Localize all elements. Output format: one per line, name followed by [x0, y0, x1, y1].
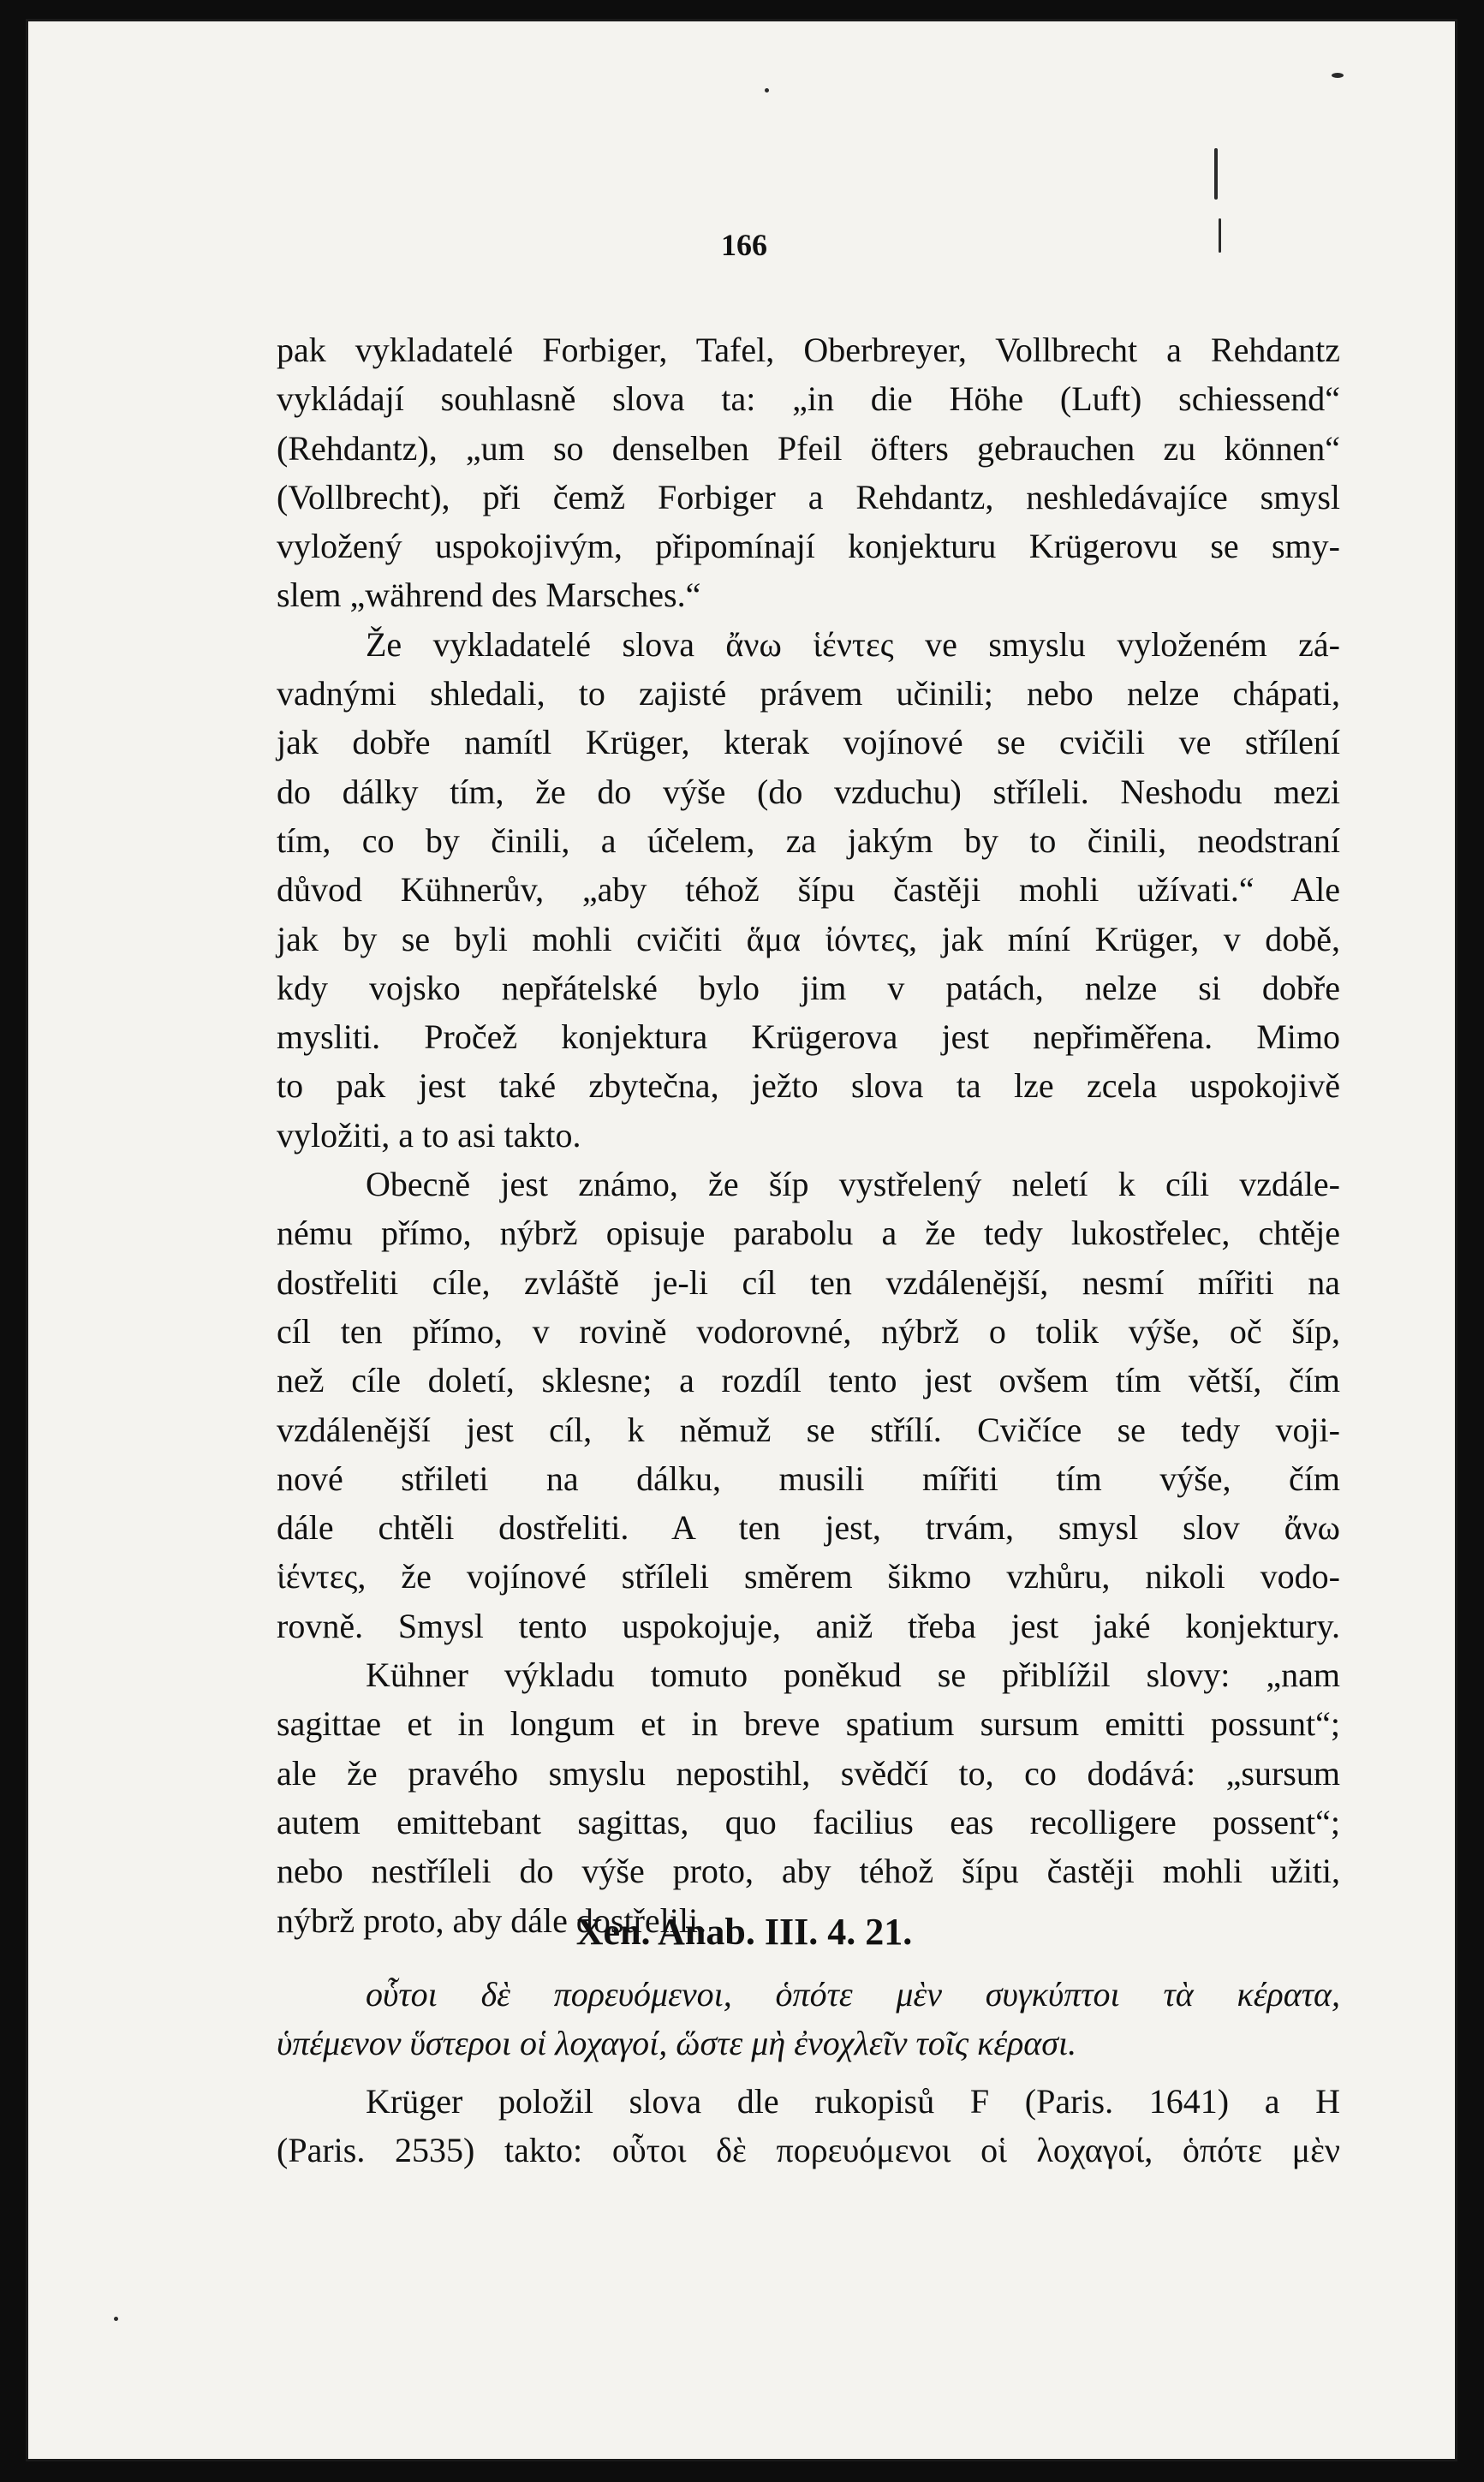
text-line: ale že pravého smyslu nepostihl, svědčí to, co dodává: „sursum [277, 1753, 1340, 1793]
text-line: nové střileti na dálku, musili mířiti tím výše, čím [277, 1459, 1340, 1498]
text-line: do dálky tím, že do výše (do vzduchu) stříleli. Neshodu mezi [277, 772, 1340, 811]
text-line: sagittae et in longum et in breve spatium sursum emitti possunt“; [277, 1704, 1340, 1744]
text-line: Obecně jest známo, že šíp vystřelený neletí k cíli vzdále- [366, 1165, 1340, 1204]
scan-speck [114, 2317, 118, 2321]
text-line: nýbrž proto, aby dále dostřelili. [277, 1900, 707, 1940]
text-line: nebo nestříleli do výše proto, aby téhož šípu častěji mohli užiti, [277, 1852, 1340, 1891]
text-line: (Paris. 2535) takto: οὗτοι δὲ πορευόμενοι οἱ λοχαγοί, ὁπότε μὲν [277, 2131, 1340, 2170]
text-line: dále chtěli dostřeliti. A ten jest, trvám, smysl slov ἄνω [277, 1508, 1340, 1548]
greek-line: ὑπέμενον ὕστεροι οἱ λοχαγοί, ὥστε μὴ ἐνοχλεῖν τοῖς κέρασι. [277, 2024, 1077, 2063]
text-line: kdy vojsko nepřátelské bylo jim v patách, nelze si dobře [277, 968, 1340, 1007]
text-line: Kühner výkladu tomuto poněkud se přiblížil slovy: „nam [366, 1656, 1340, 1695]
greek-quotation [277, 1970, 1340, 2068]
section-heading: Xen. Anab. III. 4. 21. [575, 1911, 913, 1953]
text-line: než cíle doletí, sklesne; a rozdíl tento jest ovšem tím větší, čím [277, 1361, 1340, 1400]
text-line: vadnými shledali, to zajisté právem učinili; nebo nelze chápati, [277, 674, 1340, 713]
text-line: nému přímo, nýbrž opisuje parabolu a že tedy lukostřelec, chtěje [277, 1214, 1340, 1253]
text-line: vyložiti, a to asi takto. [277, 1115, 581, 1154]
text-line: důvod Kühnerův, „aby téhož šípu častěji mohli užívati.“ Ale [277, 870, 1340, 910]
text-line: mysliti. Pročež konjektura Krügerova jest nepřiměřena. Mimo [277, 1017, 1340, 1057]
text-line: (Rehdantz), „um so denselben Pfeil öfters gebrauchen zu können“ [277, 428, 1340, 468]
body-text [277, 325, 1340, 1945]
text-line: autem emittebant sagittas, quo facilius eas recolligere possent“; [277, 1802, 1340, 1841]
text-line: jak dobře namítl Krüger, kterak vojínové se cvičili ve střílení [277, 723, 1340, 762]
text-line: jak by se byli mohli cvičiti ἅμα ἰόντες, jak míní Krüger, v době, [277, 919, 1340, 958]
text-line: slem „während des Marsches.“ [277, 576, 701, 615]
page-number: 166 [721, 228, 767, 262]
text-line: Že vykladatelé slova ἄνω ἱέντες ve smyslu vyloženém zá- [366, 624, 1340, 664]
scan-speck [1214, 148, 1218, 200]
text-line: rovně. Smysl tento uspokojuje, aniž třeba jest jaké konjektury. [277, 1606, 1340, 1645]
scan-speck [1332, 73, 1344, 78]
text-line: vzdálenější jest cíl, k němuž se střílí. Cvičíce se tedy voji- [277, 1410, 1340, 1449]
text-line: (Vollbrecht), při čemž Forbiger a Rehdantz, neshledávajíce smysl [277, 477, 1340, 516]
text-line: pak vykladatelé Forbiger, Tafel, Oberbreyer, Vollbrecht a Rehdantz [277, 331, 1340, 369]
document-page [26, 19, 1457, 2461]
text-line: cíl ten přímo, v rovině vodorovné, nýbrž o tolik výše, oč šíp, [277, 1311, 1340, 1351]
text-line: vyložený uspokojivým, připomínají konjekturu Krügerovu se smy- [277, 527, 1340, 566]
tail-text [277, 2077, 1340, 2175]
text-line: dostřeliti cíle, zvláště je-li cíl ten vzdálenější, nesmí mířiti na [277, 1262, 1340, 1302]
greek-line: οὗτοι δὲ πορευόμενοι, ὁπότε μὲν συγκύπτοι τὰ κέρατα, [366, 1975, 1340, 2014]
scan-speck [765, 88, 769, 92]
text-line: tím, co by činili, a účelem, za jakým by to činili, neodstraní [277, 820, 1340, 860]
text-line: Krüger položil slova dle rukopisů F (Paris. 1641) a H [366, 2082, 1340, 2121]
text-line: to pak jest také zbytečna, ježto slova ta lze zcela uspokojivě [277, 1066, 1340, 1106]
text-line: ἱέντες, že vojínové stříleli směrem šikmo vzhůru, nikoli vodo- [277, 1557, 1340, 1596]
text-line: vykládají souhlasně slova ta: „in die Höhe (Luft) schiessend“ [277, 379, 1340, 419]
